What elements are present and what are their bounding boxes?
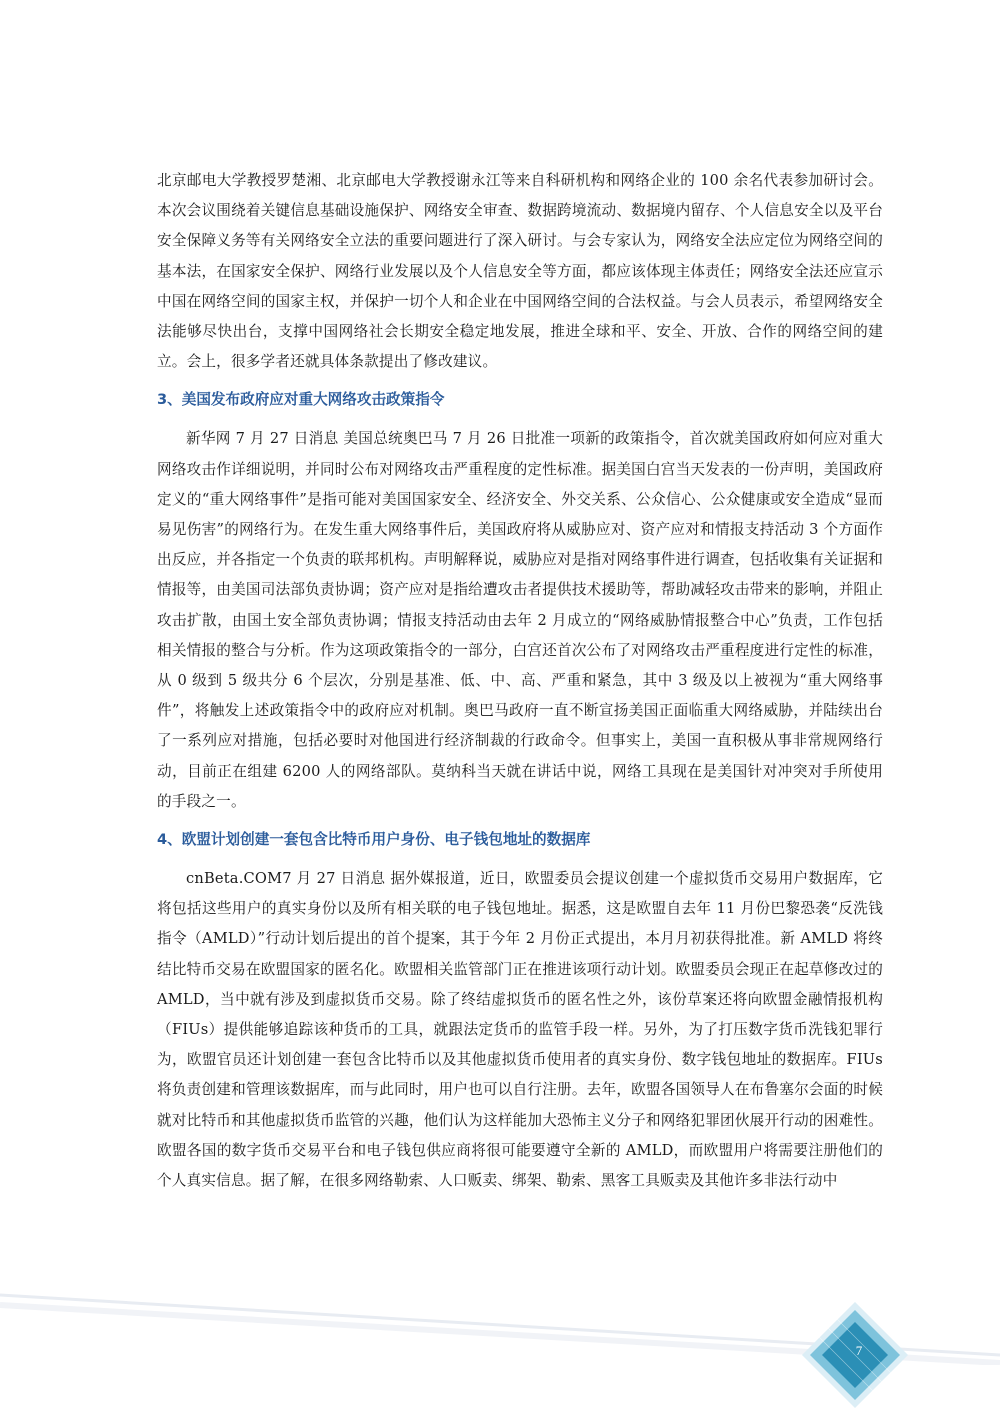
section-heading-4: 4、欧盟计划创建一套包含比特币用户身份、电子钱包地址的数据库 [157, 831, 591, 849]
section-heading-3: 3、美国发布政府应对重大网络攻击政策指令 [157, 391, 445, 409]
article-body [157, 166, 883, 1196]
paragraph-conference: 北京邮电大学教授罗楚湘、北京邮电大学教授谢永江等来自科研机构和网络企业的 100 余名代表参加研讨会。本次会议围绕着关键信息基础设施保护、网络安全审查、数据跨境流动、数据境内留存、个人信息安全以及平台安全保障义务等有关网络安全立法的重要问题进行了深入研讨。与会专家认为，网络安全法应定位为网络空间的基本法，在国家安全保护、网络行业发展以及个人信息安全等方面，都应该体现主体责任；网络安全法还应宣示中国在网络空间的国家主权，并保护一切个人和企业在中国网络空间的合法权益。与会人员表示，希望网络安全法能够尽快出台，支撑中国网络社会长期安全稳定地发展，推进全球和平、安全、开放、合作的网络空间的建立。会上，很多学者还就具体条款提出了修改建议。 [157, 172, 883, 371]
paragraph-us-policy: 新华网 7 月 27 日消息 美国总统奥巴马 7 月 26 日批准一项新的政策指令，首次就美国政府如何应对重大网络攻击作详细说明，并同时公布对网络攻击严重程度的定性标准。据美国白宫当天发表的一份声明，美国政府定义的“重大网络事件”是指可能对美国国家安全、经济安全、外交关系、公众信心、公众健康或安全造成“显而易见伤害”的网络行为。在发生重大网络事件后，美国政府将从威胁应对、资产应对和情报支持活动 3 个方面作出反应，并各指定一个负责的联邦机构。声明解释说，威胁应对是指对网络事件进行调查，包括收集有关证据和情报等，由美国司法部负责协调；资产应对是指给遭攻击者提供技术援助等，帮助减轻攻击带来的影响，并阻止攻击扩散，由国土安全部负责协调；情报支持活动由去年 2 月成立的“网络威胁情报整合中心”负责，工作包括相关情报的整合与分析。作为这项政策指令的一部分，白宫还首次公布了对网络攻击严重程度进行定性的标准，从 0 级到 5 级共分 6 个层次，分别是基准、低、中、高、严重和紧急，其中 3 级及以上被视为“重大网络事件”，将触发上述政策指令中的政府应对机制。奥巴马政府一直不断宣扬美国正面临重大网络威胁，并陆续出台了一系列应对措施，包括必要时对他国进行经济制裁的行政命令。但事实上，美国一直积极从事非常规网络行动，目前正在组建 6200 人的网络部队。莫纳科当天就在讲话中说，网络工具现在是美国针对冲突对手所使用的手段之一。 [157, 430, 883, 810]
paragraph-eu-database: cnBeta.COM7 月 27 日消息 据外媒报道，近日，欧盟委员会提议创建一个虚拟货币交易用户数据库，它将包括这些用户的真实身份以及所有相关联的电子钱包地址。据悉，这是欧盟自去年 11 月份巴黎恐袭“反洗钱指令（AMLD）”行动计划后提出的首个提案，其于今年 2 月份正式提出，本月月初获得批准。新 AMLD 将终结比特币交易在欧盟国家的匿名化。欧盟相关监管部门正在推进该项行动计划。欧盟委员会现正在起草修改过的 AMLD，当中就有涉及到虚拟货币交易。除了终结虚拟货币的匿名性之外，该份草案还将向欧盟金融情报机构（FIUs）提供能够追踪该种货币的工具，就跟法定货币的监管手段一样。另外，为了打压数字货币洗钱犯罪行为，欧盟官员还计划创建一套包含比特币以及其他虚拟货币使用者的真实身份、数字钱包地址的数据库。FIUs 将负责创建和管理该数据库，而与此同时，用户也可以自行注册。去年，欧盟各国领导人在布鲁塞尔会面的时候就对比特币和其他虚拟货币监管的兴趣，他们认为这样能加大恐怖主义分子和网络犯罪团伙展开行动的困难性。欧盟各国的数字货币交易平台和电子钱包供应商将很可能要遵守全新的 AMLD，而欧盟用户将需要注册他们的个人真实信息。据了解，在很多网络勒索、人口贩卖、绑架、勒索、黑客工具贩卖及其他许多非法行动中 [157, 870, 883, 1190]
page-number: 7 [855, 1343, 863, 1358]
